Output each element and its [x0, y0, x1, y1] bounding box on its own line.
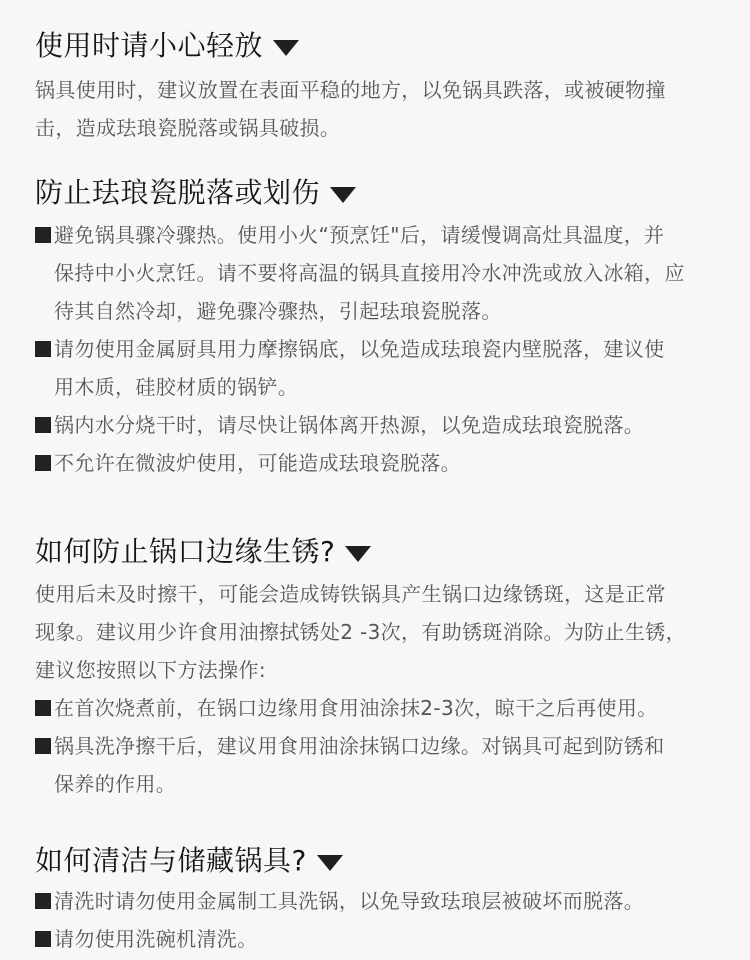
bullet-item — [35, 406, 725, 444]
paragraph-line: 锅具使用时，建议放置在表面平稳的地方，以免锅具跌落，或被硬物撞 — [35, 78, 666, 102]
bullet-line: 在首次烧煮前，在锅口边缘用食用油涂抹2-3次，晾干之后再使用。 — [54, 696, 658, 720]
bullet-line: 避免锅具骤冷骤热。使用小火“预烹饪"后，请缓慢调高灶具温度，并 — [54, 223, 665, 247]
paragraph-line: 建议您按照以下方法操作: — [35, 658, 266, 682]
bullet-item — [35, 330, 725, 406]
section-title: 如何防止锅口边缘生锈? — [35, 535, 336, 568]
bullet-item — [35, 920, 725, 958]
section-prevent-enamel-damage — [35, 176, 725, 482]
square-bullet-icon — [35, 341, 51, 357]
square-bullet-icon — [35, 455, 51, 471]
section-handle-with-care — [35, 29, 725, 147]
bullet-item — [35, 727, 725, 803]
section-heading — [35, 844, 725, 878]
section-title: 使用时请小心轻放 — [35, 29, 264, 62]
paragraph-line: 现象。建议用少许食用油擦拭锈处2 -3次，有助锈斑消除。为防止生锈， — [35, 620, 686, 644]
bullet-item — [35, 444, 725, 482]
triangle-down-icon — [317, 855, 343, 871]
bullet-line: 保持中小火烹饪。请不要将高温的锅具直接用冷水冲洗或放入冰箱，应 — [54, 261, 685, 285]
bullet-line: 待其自然冷却，避免骤冷骤热，引起珐琅瓷脱落。 — [54, 299, 502, 323]
square-bullet-icon — [35, 931, 51, 947]
section-heading — [35, 176, 725, 210]
triangle-down-icon — [345, 546, 371, 562]
bullet-line: 用木质，硅胶材质的锅铲。 — [54, 375, 299, 399]
bullet-line: 请勿使用金属厨具用力摩擦锅底，以免造成珐琅瓷内壁脱落，建议使 — [54, 337, 665, 361]
bullet-line: 不允许在微波炉使用，可能造成珐琅瓷脱落。 — [54, 451, 461, 475]
square-bullet-icon — [35, 417, 51, 433]
bullet-line: 锅内水分烧干时，请尽快让锅体离开热源，以免造成珐琅瓷脱落。 — [54, 413, 645, 437]
bullet-line: 保养的作用。 — [54, 772, 177, 796]
square-bullet-icon — [35, 893, 51, 909]
section-prevent-rim-rust — [35, 535, 725, 803]
bullet-line: 清洗时请勿使用金属制工具洗锅，以免导致珐琅层被破坏而脱落。 — [54, 889, 645, 913]
section-heading — [35, 29, 725, 63]
bullet-item — [35, 882, 725, 920]
paragraph-line: 使用后未及时擦干，可能会造成铸铁锅具产生锅口边缘锈斑，这是正常 — [35, 582, 666, 606]
square-bullet-icon — [35, 700, 51, 716]
section-title: 如何清洁与储藏锅具? — [35, 844, 307, 877]
square-bullet-icon — [35, 738, 51, 754]
paragraph-line: 击，造成珐琅瓷脱落或锅具破损。 — [35, 116, 341, 140]
bullet-item — [35, 689, 725, 727]
section-cleaning-and-storage — [35, 844, 725, 958]
triangle-down-icon — [330, 187, 356, 203]
bullet-line: 锅具洗净擦干后，建议用食用油涂抹锅口边缘。对锅具可起到防锈和 — [54, 734, 665, 758]
section-paragraph — [35, 71, 725, 147]
section-paragraph — [35, 575, 725, 689]
section-title: 防止珐琅瓷脱落或划伤 — [35, 176, 321, 209]
bullet-line: 请勿使用洗碗机清洗。 — [54, 927, 258, 951]
square-bullet-icon — [35, 227, 51, 243]
section-heading — [35, 535, 725, 569]
triangle-down-icon — [273, 40, 299, 56]
bullet-item — [35, 216, 725, 330]
